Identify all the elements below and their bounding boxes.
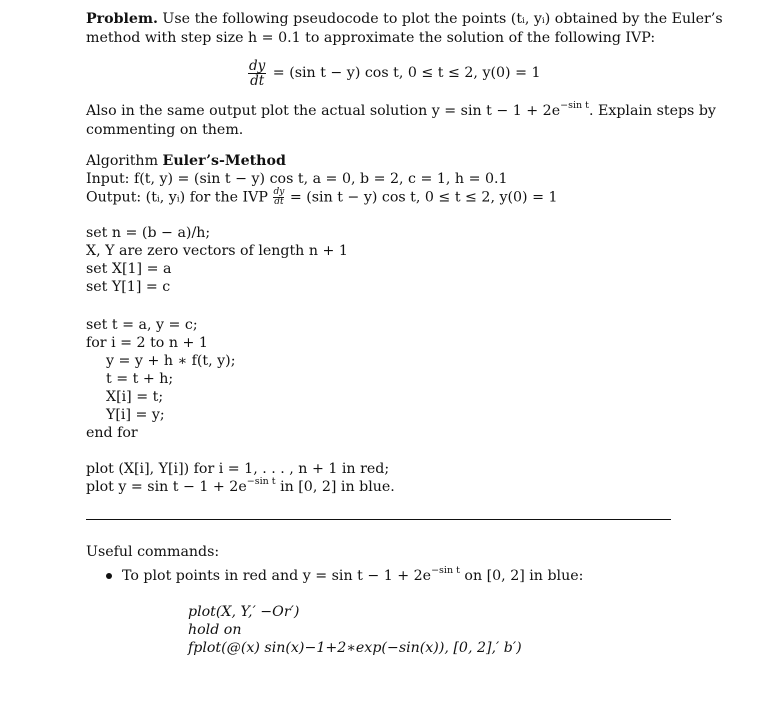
problem-line-2: method with step size h = 0.1 to approximate the solution of the following IVP: xyxy=(86,30,656,46)
code-line-3: set X[1] = a xyxy=(86,261,172,277)
code-line-11: end for xyxy=(86,425,138,441)
derivative-fraction: $\frac{dy}{dt}$ xyxy=(249,57,266,89)
useful-bullet-text: To plot points in red and $y = \sin t - 1 + 2e^{-sin t}$ on [0, 2] in blue: xyxy=(122,565,584,584)
code-line-10: Y[i] = y; xyxy=(106,407,165,423)
code-line-6: for i = 2 to n + 1 xyxy=(86,335,208,351)
problem-text-1: Use the following pseudocode to plot the points (tᵢ, yᵢ) obtained by the Euler’s xyxy=(162,11,723,27)
algorithm-input: Input: f(t, y) = (sin t − y) cos t, a = 0, b = 2, c = 1, h = 0.1 xyxy=(86,171,508,187)
useful-commands-heading: Useful commands: xyxy=(86,544,220,560)
code-line-12: plot (X[i], Y[i]) for i = 1, . . . , n + 1 in red; xyxy=(86,461,390,477)
command-line-3: fplot(@(x) sin(x)−1+2∗exp(−sin(x)), [0, 2],′ b′) xyxy=(188,640,522,656)
horizontal-divider xyxy=(86,519,671,520)
exponent: −sin t xyxy=(560,100,589,111)
problem-line-1 xyxy=(86,10,723,28)
problem-line-4: commenting on them. xyxy=(86,122,244,138)
algorithm-title: Algorithm Euler’s-Method xyxy=(86,153,286,169)
code-line-5: set t = a, y = c; xyxy=(86,317,198,333)
code-line-13: plot $y = \sin t - 1 + 2e^{-sin t}$ in [0, 2] in blue. xyxy=(86,476,395,495)
ivp-rhs: = (sin t − y) cos t, 0 ≤ t ≤ 2, y(0) = 1 xyxy=(272,65,541,81)
exponent: −sin t xyxy=(431,565,460,576)
code-line-2: X, Y are zero vectors of length n + 1 xyxy=(86,243,348,259)
problem-line-3: Also in the same output plot the actual solution $y = \sin t - 1 + 2e^{-sin t}$. Explain steps by xyxy=(86,100,716,119)
small-derivative-fraction: $\frac{dy}{dt}$ xyxy=(273,187,285,207)
code-line-4: set Y[1] = c xyxy=(86,279,171,295)
code-line-8: t = t + h; xyxy=(106,371,174,387)
ivp-equation xyxy=(246,58,541,88)
exponent: −sin t xyxy=(246,476,276,487)
algorithm-output: Output: (tᵢ, yᵢ) for the IVP $\frac{dy}{dt}$ = (sin t − y) cos t, 0 ≤ t ≤ 2, y(0) = 1 xyxy=(86,187,558,207)
code-line-9: X[i] = t; xyxy=(106,389,164,405)
code-line-1: set n = (b − a)/h; xyxy=(86,225,211,241)
command-line-2: hold on xyxy=(188,622,242,638)
code-line-7: y = y + h ∗ f(t, y); xyxy=(106,353,236,369)
command-line-1: plot(X, Y,′ −Or′) xyxy=(188,604,300,620)
problem-heading: Problem. xyxy=(86,11,158,27)
bullet-icon xyxy=(106,573,112,579)
